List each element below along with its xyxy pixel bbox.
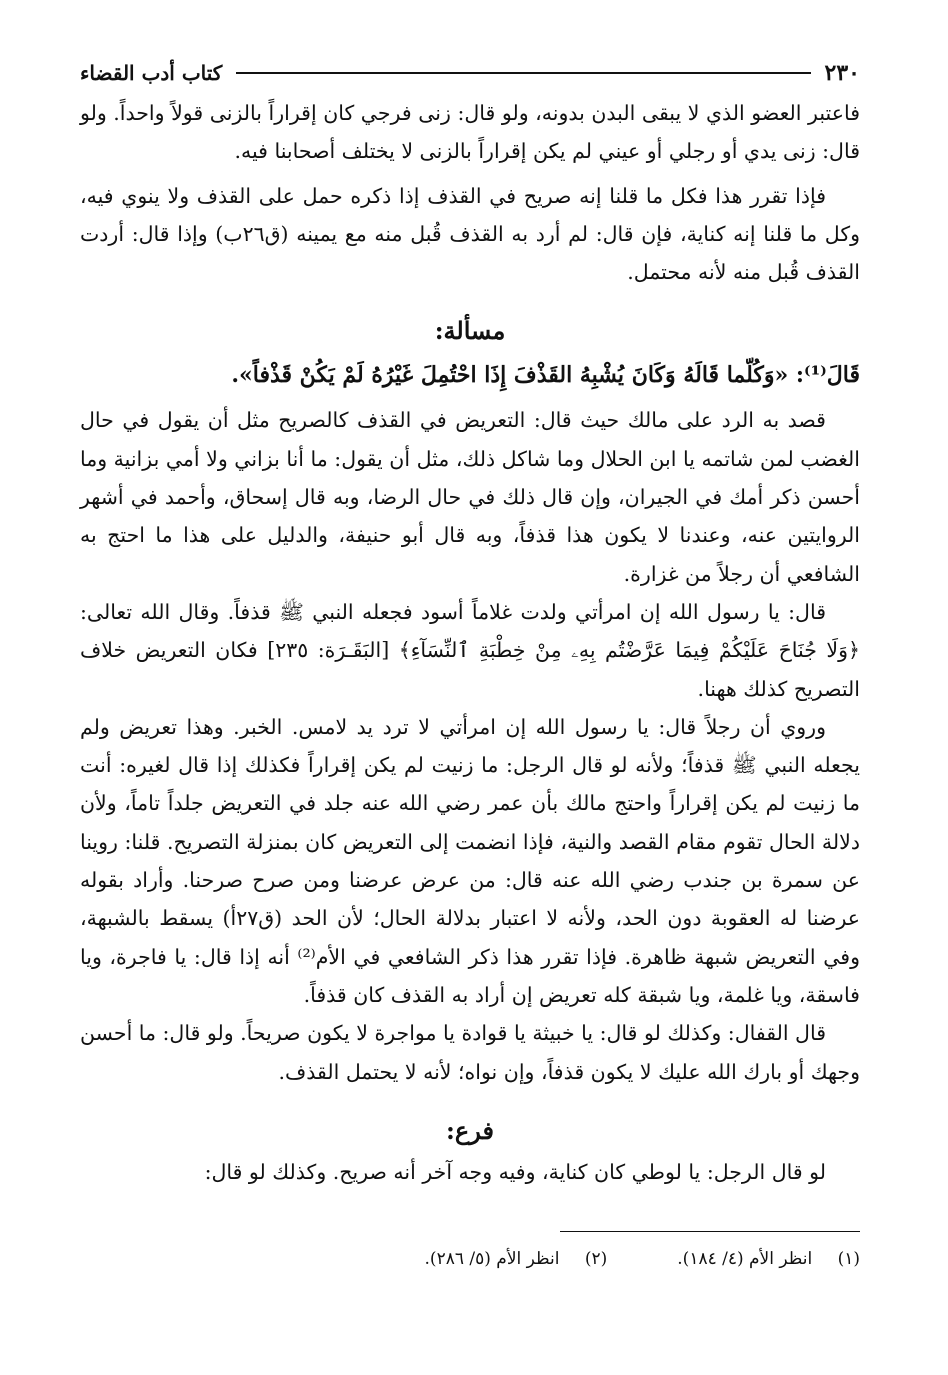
footnote-2 [425,1242,608,1276]
header-rule [236,72,810,74]
footnote-text: انظر الأم (٥/ ٢٨٦). [424,1249,560,1270]
paragraph-4: قال: يا رسول الله إن امرأتي ولدت غلاماً أسود فجعله النبي ﷺ قذفاً. وقال الله تعالى: ﴿وَلَا جُنَاحَ عَلَيْكُمْ فِيمَا عَرَّضْتُم بِهِۦ مِنْ خِطْبَةِ ٱلنِّسَآءِ﴾ [البَقَـرَة: ٢٣٥] فكان التعريض خلاف التصريح كذلك ههنا. [80,599,860,701]
footnote-text: انظر الأم (٤/ ١٨٤). [677,1249,813,1270]
footnote-rule [560,1231,860,1232]
footnotes [80,1242,860,1276]
page-number: ٢٣٠ [824,60,860,86]
footnote-number: (٢) [584,1249,608,1270]
footnote-number: (١) [837,1249,860,1270]
footnote-1 [677,1242,860,1276]
section-heading-masala: مسألة: [434,316,506,346]
running-header [80,52,860,94]
paragraph-6: قال القفال: وكذلك لو قال: يا خبيثة يا قوادة يا مواجرة لا يكون صريحاً. ولو قال: ما أحسن وجهك أو بارك الله عليك لا يكون قذفاً، وإن نواه؛ لأنه لا يحتمل القذف. [80,1021,860,1084]
section-heading-far: فرع: [446,1115,494,1145]
paragraph-2: فإذا تقرر هذا فكل ما قلنا إنه صريح في القذف إذا ذكره حمل على القذف ولا ينوي فيه، وكل ما قلنا إنه كناية، فإن قال: لم أرد به القذف قُبل منه مع يمينه (ق٢٦ب) وإذا قال: أردت القذف قُبل منه لأنه محتمل. [80,183,860,285]
paragraph-3: قصد به الرد على مالك حيث قال: التعريض في القذف كالصريح مثل أن يقول في حال الغضب لمن شاتمه يا ابن الحلال وما شاكل ذلك، مثل أن يقول: ما أنا بزاني ولا أمي بزانية وما أحسن ذكر أمك في الجيران، وإن قال ذلك في حال الرضا، وبه قال إسحاق، وأحمد في أشهر الروايتين عنه، وعندنا لا يكون هذا قذفاً، وبه قال أبو حنيفة، والدليل على هذا ما احتج به الشافعي أن رجلاً من غزارة. [80,408,860,586]
paragraph-7: لو قال الرجل: يا لوطي كان كناية، وفيه وجه آخر أنه صريح. وكذلك لو قال: [204,1159,826,1184]
book-title: كتاب أدب القضاء [80,61,223,85]
paragraph-1: فاعتبر العضو الذي لا يبقى البدن بدونه، ولو قال: زنى فرجي كان إقراراً بالزنى قولاً واحداً. ولو قال: زنى يدي أو رجلي أو عيني لم يكن إقراراً بالزنى لا يختلف أصحابنا فيه. [80,101,860,164]
book-page [80,52,860,1276]
quoted-text: قَالَ⁽¹⁾: «وَكُلّما قَالَهُ وَكَانَ يُشْبِهُ القَذْفَ إِذَا احْتُمِلَ غَيْرُهُ لَمْ يَكُنْ قَذْفاً». [231,362,860,389]
paragraph-5: وروي أن رجلاً قال: يا رسول الله إن امرأتي لا ترد يد لامس. الخبر. وهذا تعريض ولم يجعله النبي ﷺ قذفاً؛ ولأنه لو قال الرجل: ما زنيت لم يكن إقراراً فكذلك إذا قال لغيره: أنت ما زنيت لم يكن إقراراً واحتج مالك بأن عمر رضي الله عنه جلد في التعريض جلداً تاماً، ولأن دلالة الحال تقوم مقام القصد والنية، فإذا انضمت إلى التعريض كان بمنزلة التصريح. قلنا: روينا عن سمرة بن جندب رضي الله عنه قال: من عرض عرضنا ومن صرح صرحنا. وأراد بقوله عرضنا له العقوبة دون الحد، ولأنه لا اعتبار بدلالة الحال؛ لأن الحد (ق٢٧أ) يسقط بالشبهة، وفي التعريض شبهة ظاهرة. فإذا تقرر هذا ذكر الشافعي في الأم⁽²⁾ أنه إذا قال: يا فاجرة، ويا فاسقة، ويا غلمة، ويا شبقة كله تعريض إن أراد به القذف كان قذفاً. [80,714,860,1007]
